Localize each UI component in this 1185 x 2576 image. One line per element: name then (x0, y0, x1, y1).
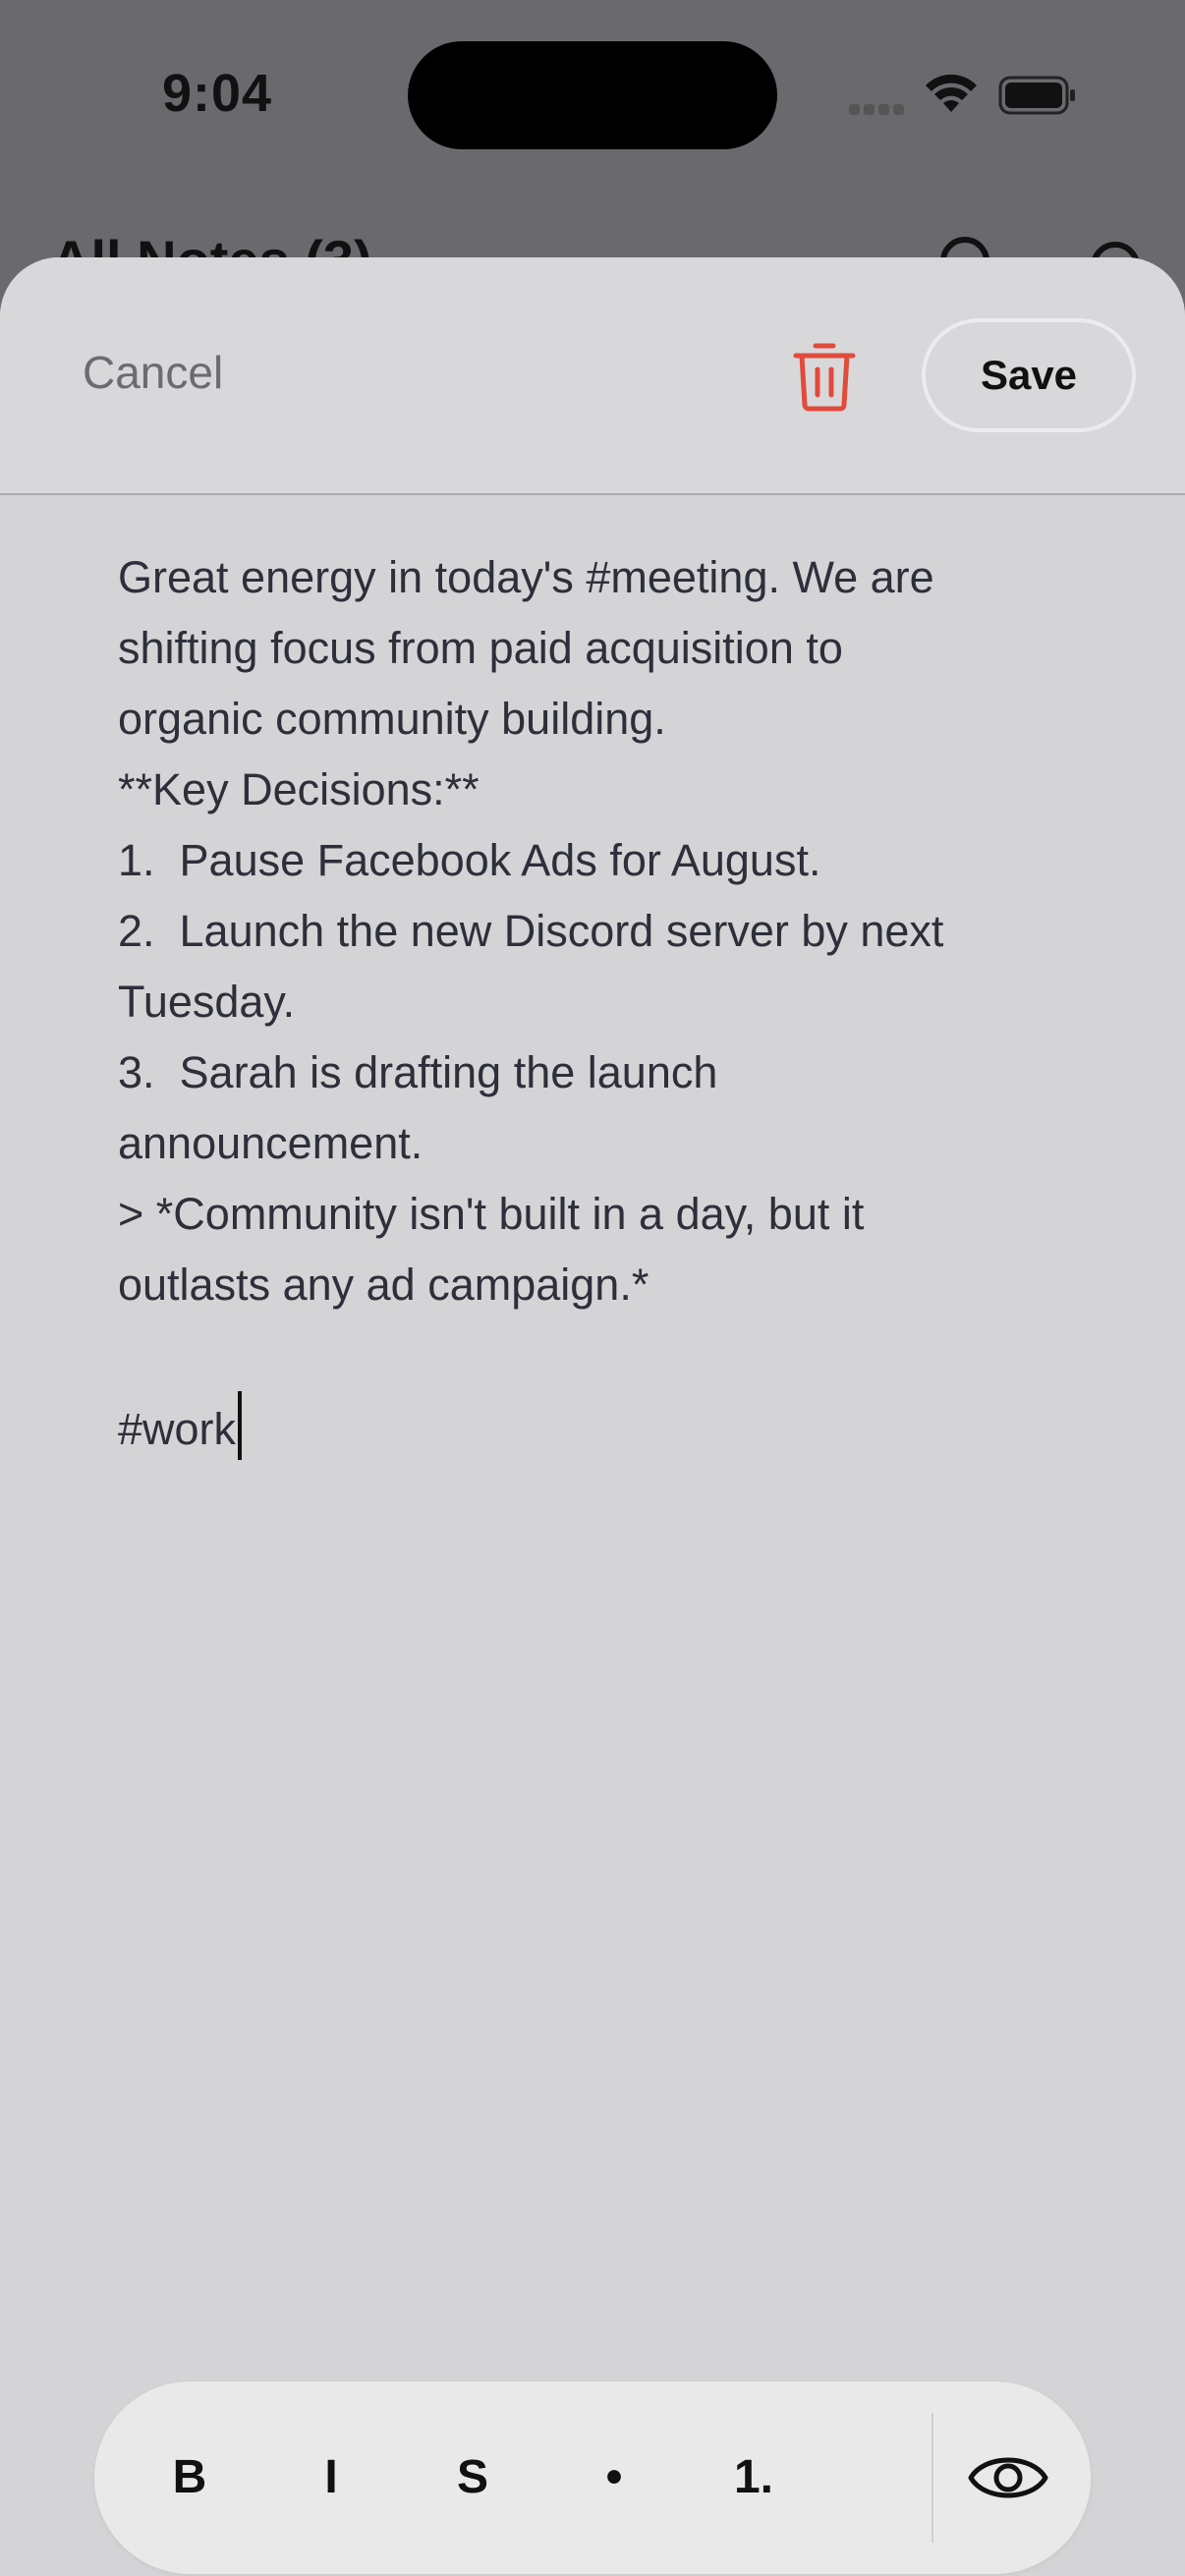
note-line: 1. Pause Facebook Ads for August. (118, 835, 821, 885)
note-line: 2. Launch the new Discord server by next (118, 906, 944, 956)
numbered-list-button[interactable]: 1. (733, 2451, 774, 2503)
note-line: announcement. (118, 1118, 423, 1168)
bullet-list-button[interactable]: • (605, 2451, 623, 2503)
dynamic-island (408, 41, 777, 149)
note-line: 3. Sarah is drafting the launch (118, 1047, 718, 1097)
toolbar-divider (931, 2413, 933, 2543)
wifi-icon (924, 73, 979, 116)
eye-icon[interactable] (965, 2438, 1051, 2517)
note-line: **Key Decisions:** (118, 764, 480, 814)
strikethrough-button[interactable]: S (456, 2451, 488, 2503)
battery-icon (998, 75, 1077, 116)
italic-button[interactable]: I (324, 2451, 338, 2503)
save-button[interactable]: Save (922, 318, 1136, 432)
note-line: Great energy in today's #meeting. We are (118, 552, 934, 602)
note-line: > *Community isn't built in a day, but it (118, 1189, 865, 1239)
formatting-toolbar (94, 2381, 1091, 2574)
bold-button[interactable]: B (172, 2451, 207, 2503)
note-line-text: #work (118, 1404, 237, 1454)
note-line: Tuesday. (118, 977, 296, 1027)
status-time: 9:04 (162, 64, 273, 123)
sheet-header (0, 257, 1185, 495)
note-line-last (118, 1391, 1061, 1462)
trash-icon[interactable] (792, 340, 857, 413)
note-line: outlasts any ad campaign.* (118, 1260, 649, 1310)
status-bar (0, 0, 1185, 196)
note-line: shifting focus from paid acquisition to (118, 623, 843, 673)
text-caret (238, 1391, 242, 1460)
note-text-area[interactable] (118, 542, 1061, 1462)
cellular-signal-icon (849, 102, 908, 116)
cancel-button[interactable]: Cancel (83, 347, 224, 398)
note-line: organic community building. (118, 694, 666, 744)
note-line (118, 1320, 1061, 1391)
note-editor-sheet (0, 257, 1185, 2576)
